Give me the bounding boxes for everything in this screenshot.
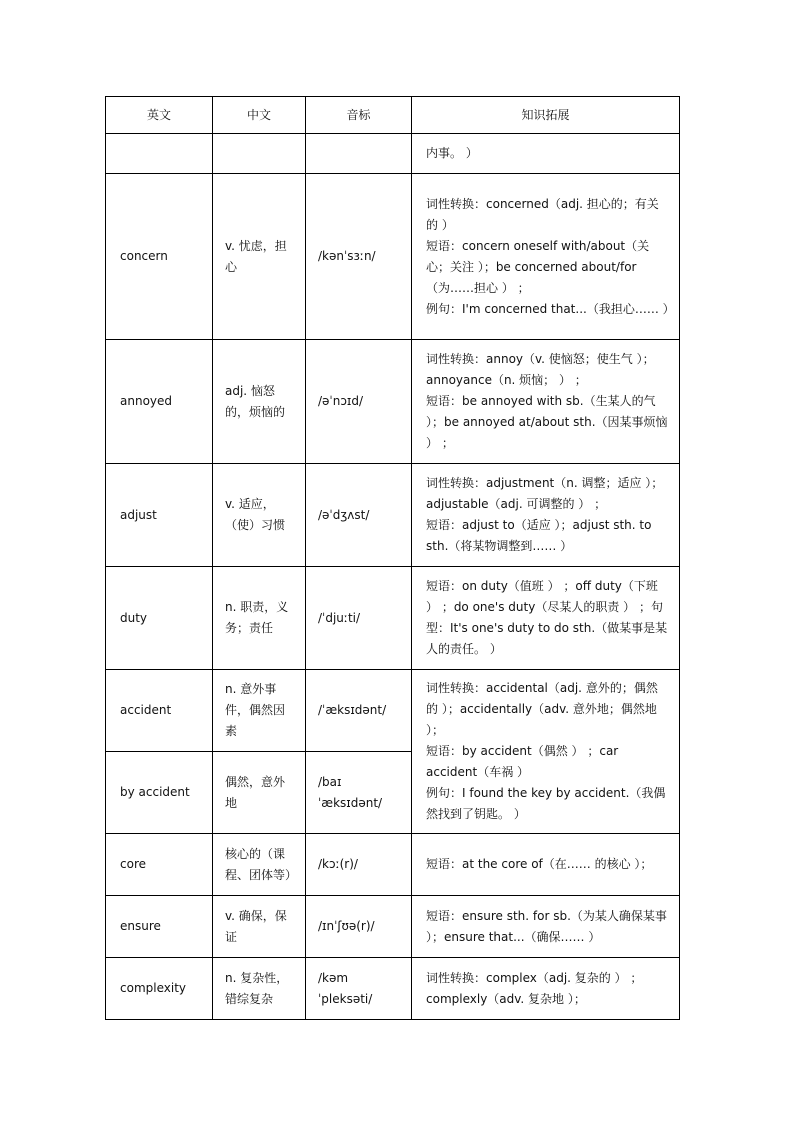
- cell-chinese: 偶然，意外地: [213, 752, 306, 834]
- cell-english: concern: [106, 174, 213, 340]
- table-row: [106, 464, 680, 567]
- header-english: 英文: [106, 97, 213, 134]
- cell-chinese: adj. 恼怒的，烦恼的: [213, 340, 306, 464]
- knowledge-line: 词性转换：accidental（adj. 意外的；偶然的 ）；accidentally（adv. 意外地；偶然地 ）；: [426, 681, 658, 737]
- cell-english: annoyed: [106, 340, 213, 464]
- table-header: [106, 97, 680, 134]
- cell-chinese: 核心的（课程、团体等）: [213, 834, 306, 896]
- table-row: [106, 834, 680, 896]
- cell-knowledge: [412, 340, 680, 464]
- cell-knowledge: [412, 958, 680, 1020]
- cell-chinese: v. 忧虑，担心: [213, 174, 306, 340]
- cell-knowledge: [412, 670, 680, 834]
- knowledge-line: 例句：I found the key by accident.（我偶然找到了钥匙。 ）: [426, 786, 666, 821]
- cell-english: accident: [106, 670, 213, 752]
- table-row: [106, 670, 680, 752]
- knowledge-line: 词性转换：complex（adj. 复杂的 ） ；complexly（adv. 复杂地 ）；: [426, 970, 643, 1006]
- knowledge-line: 内事。 ）: [426, 146, 478, 160]
- cell-chinese: n. 职责，义务；责任: [213, 567, 306, 670]
- cell-english: ensure: [106, 896, 213, 958]
- table-row: [106, 340, 680, 464]
- cell-english: duty: [106, 567, 213, 670]
- cell-english: core: [106, 834, 213, 896]
- cell-chinese: v. 确保，保证: [213, 896, 306, 958]
- cell-phonetic: [306, 134, 412, 174]
- table-row: [106, 134, 680, 174]
- cell-knowledge: [412, 174, 680, 340]
- cell-chinese: [213, 134, 306, 174]
- cell-phonetic: /əˈnɔɪd/: [306, 340, 412, 464]
- knowledge-line: 例句：I'm concerned that...（我担心…… ）: [426, 301, 675, 316]
- knowledge-line: 短语：adjust to（适应 ）；adjust sth. to sth.（将某物调整到…… ）: [426, 518, 652, 553]
- knowledge-line: 短语：concern oneself with/about（关心；关注 ）；be concerned about/for（为……担心 ） ；: [426, 238, 650, 295]
- table-row: [106, 896, 680, 958]
- knowledge-line: 短语：be annoyed with sb.（生某人的气 ）；be annoyed at/about sth.（因某事烦恼 ） ；: [426, 394, 668, 450]
- cell-phonetic: /baɪ ˈæksɪdənt/: [306, 752, 412, 834]
- cell-chinese: n. 复杂性，错综复杂: [213, 958, 306, 1020]
- header-chinese: 中文: [213, 97, 306, 134]
- cell-knowledge: [412, 834, 680, 896]
- table-row: [106, 958, 680, 1020]
- knowledge-line: 词性转换：annoy（v. 使恼怒；使生气 ）；annoyance（n. 烦恼； ） ；: [426, 352, 655, 387]
- cell-chinese: v. 适应，（使）习惯: [213, 464, 306, 567]
- table-row: [106, 567, 680, 670]
- vocabulary-table: [105, 96, 680, 1020]
- cell-phonetic: /ˈdjuːti/: [306, 567, 412, 670]
- cell-phonetic: /ɪnˈʃʊə(r)/: [306, 896, 412, 958]
- cell-phonetic: /kɔː(r)/: [306, 834, 412, 896]
- cell-english: complexity: [106, 958, 213, 1020]
- cell-phonetic: /kəmˈpleksəti/: [306, 958, 412, 1020]
- cell-phonetic: /kənˈsɜːn/: [306, 174, 412, 340]
- table-row: [106, 174, 680, 340]
- cell-english: by accident: [106, 752, 213, 834]
- header-row: [106, 97, 680, 134]
- knowledge-line: 词性转换：concerned（adj. 担心的；有关的 ）: [426, 196, 659, 232]
- cell-knowledge: [412, 464, 680, 567]
- cell-knowledge: [412, 896, 680, 958]
- knowledge-line: 词性转换：adjustment（n. 调整；适应 ）；adjustable（adj. 可调整的 ） ；: [426, 476, 664, 511]
- header-phonetic: 音标: [306, 97, 412, 134]
- cell-knowledge: [412, 567, 680, 670]
- cell-phonetic: /əˈdʒʌst/: [306, 464, 412, 567]
- knowledge-line: 短语：at the core of（在…… 的核心 ）；: [426, 857, 653, 871]
- cell-english: [106, 134, 213, 174]
- cell-phonetic: /ˈæksɪdənt/: [306, 670, 412, 752]
- knowledge-line: 短语：on duty（值班 ） ；off duty（下班 ） ；do one's duty（尽某人的职责 ） ；句型：It's one's duty to do sth.（做某事是某人的责任。 ）: [426, 579, 668, 656]
- header-knowledge: 知识拓展: [412, 97, 680, 134]
- knowledge-line: 短语：ensure sth. for sb.（为某人确保某事 ）；ensure that...（确保…… ）: [426, 908, 667, 944]
- table-body: [106, 134, 680, 1020]
- cell-english: adjust: [106, 464, 213, 567]
- cell-chinese: n. 意外事件，偶然因素: [213, 670, 306, 752]
- cell-knowledge: [412, 134, 680, 174]
- knowledge-line: 短语：by accident（偶然 ） ；car accident（车祸 ）: [426, 744, 619, 779]
